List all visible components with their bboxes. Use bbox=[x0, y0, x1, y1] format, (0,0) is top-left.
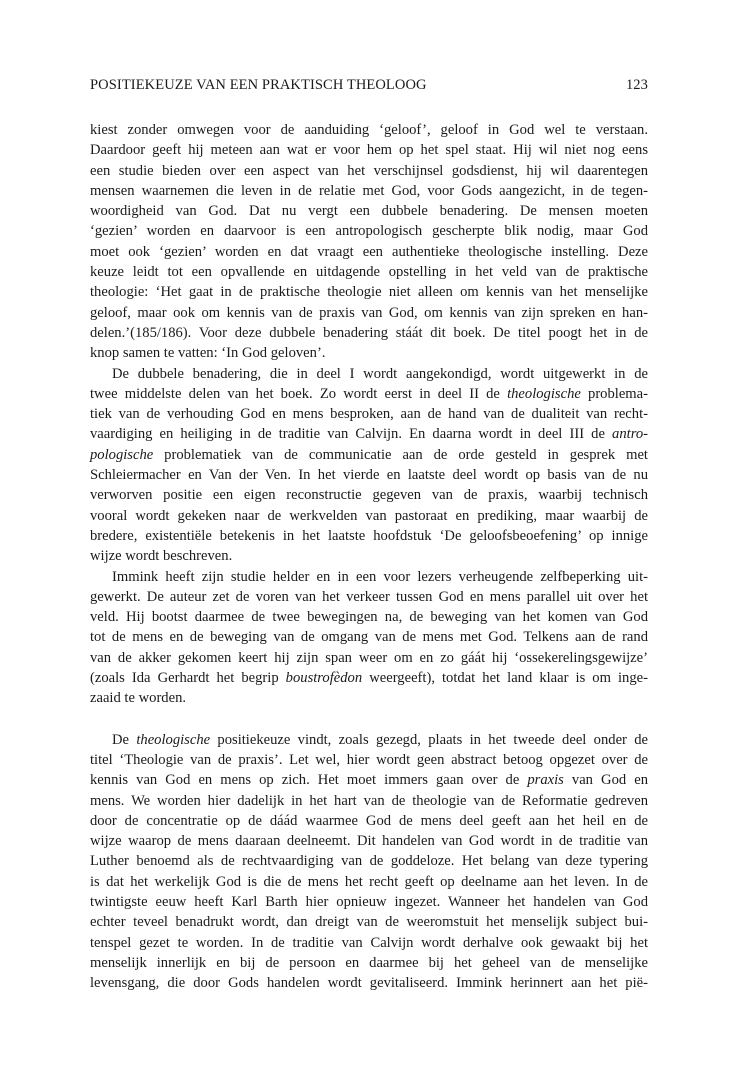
paragraph-4 bbox=[90, 730, 648, 994]
italic-term: theologische bbox=[136, 731, 211, 748]
text-line: vooral wordt gekeken naar de werkvelden van pastoraat en prediking, maar waarbij de bbox=[90, 507, 648, 524]
text-line: knop samen te vatten: ‘In God geloven’. bbox=[90, 345, 326, 362]
text-line bbox=[90, 770, 648, 790]
text-line: wijze wordt beschreven. bbox=[90, 548, 233, 565]
text-line: levensgang, die door Gods handelen wordt gevitaliseerd. Immink herinnert aan het pië- bbox=[90, 975, 648, 992]
text-line: wijze waarop de mens daaraan deelneemt. Dit handelen van God wordt in de traditie van bbox=[90, 833, 648, 850]
text-line: veld. Hij bootst daarmee de twee bewegingen na, de beweging van het komen van God bbox=[90, 609, 648, 626]
text-line bbox=[90, 730, 648, 750]
text-line: kiest zonder omwegen voor de aanduiding ‘geloof’, geloof in God wel te verstaan. bbox=[90, 122, 648, 138]
text-line: menselijk innerlijk en bij de persoon en daarmee bij het geheel van de menselijke bbox=[90, 954, 648, 971]
text-line: keuze leidt tot een opvallende en uitdagende opstelling in het veld van de praktische bbox=[90, 264, 648, 281]
text-line: Immink heeft zijn studie helder en in een voor lezers verheugende zelfbeperking uit- bbox=[112, 568, 648, 585]
text-line: bredere, existentiële betekenis in het laatste hoofdstuk ‘De geloofsbeoefening’ op innige bbox=[90, 527, 648, 544]
italic-term: praxis bbox=[527, 772, 564, 789]
text-line: De dubbele benadering, die in deel I wordt aangekondigd, wordt uitgewerkt in de bbox=[112, 365, 648, 382]
text-line bbox=[90, 424, 648, 444]
text-line: mens. We worden hier dadelijk in het hart van de theologie van de Reformatie gedreven bbox=[90, 792, 648, 809]
text-line: moet ook ‘gezien’ worden en dat vraagt een authentieke theologische instelling. Deze bbox=[90, 243, 648, 260]
page-number: 123 bbox=[625, 77, 648, 93]
text-line: tiek van de verhouding God en mens besproken, aan de hand van de dualiteit van recht- bbox=[90, 406, 648, 423]
text-run: problema- bbox=[580, 385, 648, 402]
text-run: positiekeuze vindt, zoals gezegd, plaats in het tweede deel onder de bbox=[210, 731, 649, 748]
text-line: een studie bieden over een aspect van het verschijnsel godsdienst, hij wil daarentegen bbox=[90, 162, 648, 179]
body-text bbox=[90, 120, 648, 993]
text-line: woordigheid van God. Dat nu vergt een dubbele benadering. De mensen moeten bbox=[90, 203, 648, 220]
text-line bbox=[90, 384, 648, 404]
text-line: twintigste eeuw heeft Karl Barth hier opnieuw ingezet. Wanneer het handelen van God bbox=[90, 893, 648, 910]
text-line: Luther benoemd als de rechtvaardiging van de goddeloze. Het belang van deze typering bbox=[90, 853, 648, 870]
text-line bbox=[90, 668, 648, 688]
text-line: tenspel gezet te worden. In de traditie van Calvijn wordt derhalve ook gewaakt bij het bbox=[90, 934, 648, 951]
italic-term: antro- bbox=[612, 426, 648, 443]
text-line: Daardoor geeft hij meteen aan wat er voor hem op het spel staat. Hij wil niet nog eens bbox=[90, 142, 648, 159]
paragraph-2 bbox=[90, 364, 648, 567]
italic-term: pologische bbox=[90, 446, 154, 463]
text-run: vaardiging en heiliging in de traditie van Calvijn. En daarna wordt in deel III de bbox=[90, 426, 613, 443]
text-run: problematiek van de communicatie aan de orde gesteld in gesprek met bbox=[153, 446, 648, 463]
text-line: door de concentratie op de dáád waarmee God de mens deel geeft aan het heil en de bbox=[90, 812, 648, 829]
running-title: POSITIEKEUZE VAN EEN PRAKTISCH THEOLOOG bbox=[90, 77, 427, 93]
text-line: verworven positie een eigen reconstructie gegeven van de praxis, waarbij technisch bbox=[90, 487, 648, 504]
text-run: van God en bbox=[563, 772, 648, 789]
text-run: twee middelste delen van het boek. Zo wordt eerst in deel II de bbox=[90, 385, 508, 402]
text-line: tot de mens en de beweging van de omgang van de mens met God. Telkens aan de rand bbox=[90, 629, 648, 646]
running-header bbox=[90, 77, 648, 99]
text-run: De bbox=[112, 731, 137, 748]
text-line bbox=[90, 445, 648, 465]
text-run: (zoals Ida Gerhardt het begrip bbox=[90, 670, 286, 687]
text-line: mensen waarnemen die leven in de relatie met God, voor Gods aangezicht, in de tegen- bbox=[90, 182, 648, 199]
text-line: van de akker gekomen keert hij zijn span weer om en zo gáát hij ‘ossekerelingsgewijze’ bbox=[90, 649, 648, 666]
text-line: zaaid te worden. bbox=[90, 690, 187, 707]
text-line: geloof, maar ook om kennis van de praxis van God, om kennis van zijn spreken en han- bbox=[90, 304, 648, 321]
text-line: echter teveel benadrukt wordt, dan dreigt van de weeromstuit het menselijk subject bui- bbox=[90, 914, 648, 931]
text-line: theologie: ‘Het gaat in de praktische theologie niet alleen om kennis van het menselijke bbox=[90, 284, 648, 301]
italic-term: theologische bbox=[507, 385, 581, 402]
text-line: Schleiermacher en Van der Ven. In het vierde en laatste deel wordt op basis van de nu bbox=[90, 467, 648, 484]
text-line: ‘gezien’ worden en daarvoor is een antropologisch gescherpte blik nodig, maar God bbox=[90, 223, 648, 240]
text-line: is dat het werkelijk God is die de mens het recht geeft op deelname aan het leven. In de bbox=[90, 873, 648, 890]
text-run: kennis van God en mens op zich. Het moet immers gaan over de bbox=[90, 772, 528, 789]
paragraph-3 bbox=[90, 567, 648, 709]
text-line: gewerkt. De auteur zet de voren van het verkeer tussen God en mens parallel uit over het bbox=[90, 588, 648, 605]
paragraph-1 bbox=[90, 120, 648, 364]
italic-term: boustrofèdon bbox=[285, 670, 363, 687]
text-run: weergeeft), totdat het land klaar is om inge- bbox=[362, 670, 648, 687]
text-line: delen.’(185/186). Voor deze dubbele benadering stáát dit boek. De titel poogt het in de bbox=[90, 324, 648, 341]
text-line: titel ‘Theologie van de praxis’. Let wel, hier wordt geen abstract betoog opgezet over de bbox=[90, 751, 648, 768]
